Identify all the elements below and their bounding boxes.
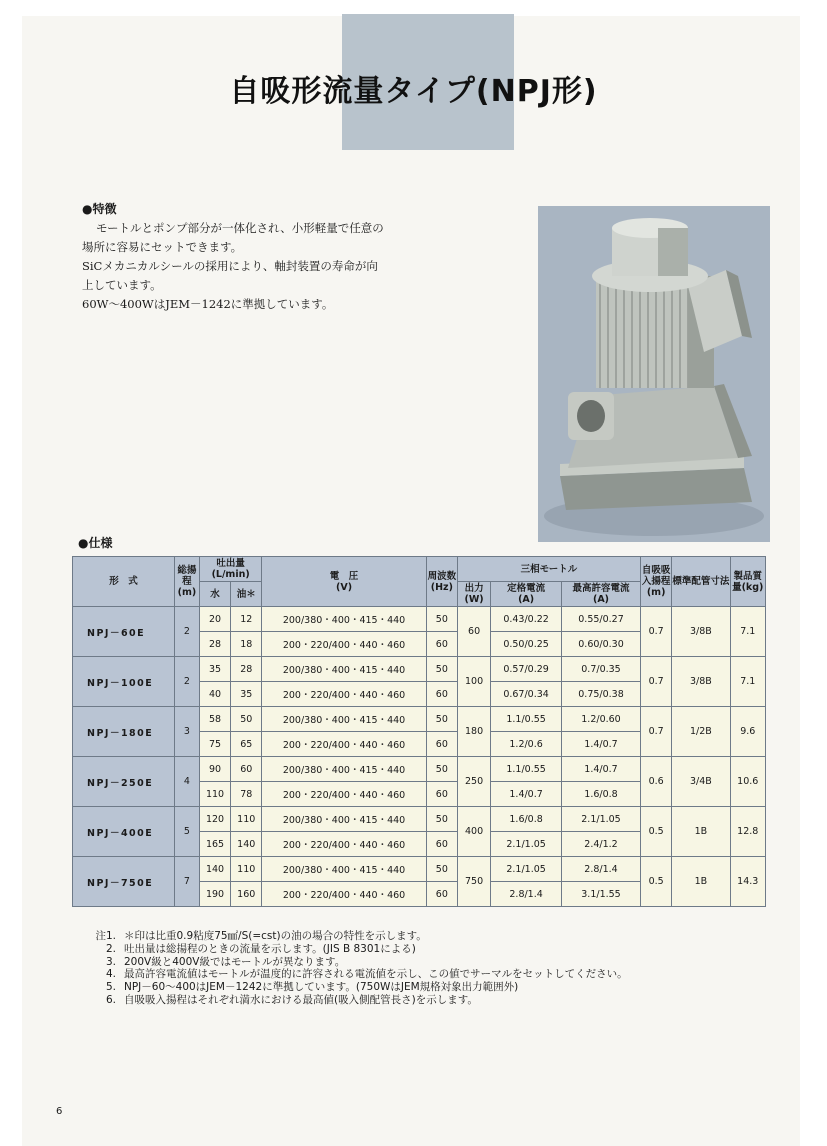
cell-self-priming: 0.7 — [641, 607, 672, 657]
cell-head: 4 — [174, 757, 199, 807]
cell-rated-current: 2.8/1.4 — [491, 882, 562, 907]
cell-frequency: 60 — [426, 632, 457, 657]
cell-voltage: 200・220/400・440・460 — [262, 732, 426, 757]
cell-max-current: 1.6/0.8 — [561, 782, 640, 807]
cell-head: 7 — [174, 857, 199, 907]
cell-water: 90 — [199, 757, 230, 782]
pump-photo — [538, 206, 770, 542]
features-heading: ●特徴 — [82, 202, 117, 216]
cell-frequency: 50 — [426, 857, 457, 882]
feature-line: 上しています。 — [82, 278, 162, 292]
cell-oil: 28 — [231, 657, 262, 682]
header-motor: 三相モートル — [457, 557, 640, 582]
cell-oil: 78 — [231, 782, 262, 807]
cell-voltage: 200・220/400・440・460 — [262, 682, 426, 707]
cell-rated-current: 1.1/0.55 — [491, 707, 562, 732]
cell-frequency: 50 — [426, 657, 457, 682]
header-max-current — [561, 582, 640, 607]
cell-oil: 35 — [231, 682, 262, 707]
cell-max-current: 2.1/1.05 — [561, 807, 640, 832]
cell-output: 100 — [457, 657, 490, 707]
cell-output: 250 — [457, 757, 490, 807]
cell-rated-current: 1.1/0.55 — [491, 757, 562, 782]
note-text: 吐出量は総揚程のときの流量を示します。(JIS B 8301による) — [124, 942, 416, 955]
header-mass: 製品質量(kg) — [730, 557, 765, 607]
cell-voltage: 200・220/400・440・460 — [262, 782, 426, 807]
cell-self-priming: 0.5 — [641, 807, 672, 857]
table-row — [73, 657, 766, 682]
header-pipe-size: 標準配管寸法 — [672, 557, 730, 607]
pump-illustration — [538, 206, 770, 542]
cell-oil: 18 — [231, 632, 262, 657]
header-voltage-label: 電 圧 — [329, 570, 359, 582]
cell-rated-current: 2.1/1.05 — [491, 832, 562, 857]
page-title: 自吸形流量タイプ(NPJ形) — [229, 74, 598, 109]
cell-rated-current: 1.2/0.6 — [491, 732, 562, 757]
note-text: NPJ－60～400はJEM－1242に準拠しています。(750WはJEM規格対象出力範囲外) — [124, 981, 519, 994]
cell-water: 165 — [199, 832, 230, 857]
cell-rated-current: 1.4/0.7 — [491, 782, 562, 807]
spec-heading: ●仕様 — [78, 536, 113, 550]
cell-water: 58 — [199, 707, 230, 732]
cell-max-current: 1.4/0.7 — [561, 732, 640, 757]
cell-rated-current: 0.43/0.22 — [491, 607, 562, 632]
table-row — [73, 757, 766, 782]
header-rated-current-unit: (A) — [518, 594, 535, 605]
cell-self-priming: 0.5 — [641, 857, 672, 907]
cell-voltage: 200/380・400・415・440 — [262, 857, 426, 882]
cell-frequency: 50 — [426, 757, 457, 782]
cell-voltage: 200/380・400・415・440 — [262, 657, 426, 682]
notes-section — [74, 930, 794, 1007]
cell-output: 60 — [457, 607, 490, 657]
cell-water: 28 — [199, 632, 230, 657]
cell-frequency: 50 — [426, 807, 457, 832]
cell-mass: 7.1 — [730, 657, 765, 707]
header-voltage-unit: (V) — [336, 581, 353, 593]
header-voltage — [262, 557, 426, 607]
cell-rated-current: 0.67/0.34 — [491, 682, 562, 707]
cell-output: 400 — [457, 807, 490, 857]
cell-water: 190 — [199, 882, 230, 907]
table-row — [73, 857, 766, 882]
cell-mass: 7.1 — [730, 607, 765, 657]
cell-model: NPJ－750E — [73, 857, 175, 907]
header-self-priming: 自吸吸入揚程(m) — [641, 557, 672, 607]
cell-head: 2 — [174, 657, 199, 707]
cell-model: NPJ－180E — [73, 707, 175, 757]
header-model: 形 式 — [73, 557, 175, 607]
cell-rated-current: 2.1/1.05 — [491, 857, 562, 882]
header-oil: 油＊ — [231, 582, 262, 607]
cell-max-current: 1.2/0.60 — [561, 707, 640, 732]
feature-line: モートルとポンプ部分が一体化され、小形軽量で任意の — [96, 221, 384, 235]
cell-output: 180 — [457, 707, 490, 757]
cell-oil: 160 — [231, 882, 262, 907]
cell-max-current: 0.75/0.38 — [561, 682, 640, 707]
cell-max-current: 3.1/1.55 — [561, 882, 640, 907]
cell-voltage: 200・220/400・440・460 — [262, 832, 426, 857]
header-frequency: 周波数(Hz) — [426, 557, 457, 607]
cell-rated-current: 1.6/0.8 — [491, 807, 562, 832]
note-item — [74, 994, 794, 1007]
cell-water: 120 — [199, 807, 230, 832]
table-row — [73, 807, 766, 832]
spec-table — [72, 556, 766, 907]
cell-model: NPJ－60E — [73, 607, 175, 657]
cell-pipe-size: 3/8B — [672, 657, 730, 707]
header-max-current-unit: (A) — [592, 594, 610, 605]
cell-water: 75 — [199, 732, 230, 757]
note-number: 6. — [105, 993, 116, 1006]
cell-model: NPJ－100E — [73, 657, 175, 707]
cell-oil: 110 — [231, 807, 262, 832]
cell-frequency: 50 — [426, 707, 457, 732]
cell-pipe-size: 1B — [672, 857, 730, 907]
note-text: 自吸吸入揚程はそれぞれ満水における最高値(吸入側配管長さ)を示します。 — [124, 993, 478, 1006]
cell-pipe-size: 3/4B — [672, 757, 730, 807]
cell-rated-current: 0.57/0.29 — [491, 657, 562, 682]
cell-oil: 140 — [231, 832, 262, 857]
cell-frequency: 60 — [426, 782, 457, 807]
note-text: 最高許容電流値はモートルが温度的に許容される電流値を示し、この値でサーマルをセットしてください。 — [124, 968, 628, 981]
header-max-current-label: 最高許容電流 — [572, 583, 630, 594]
cell-mass: 9.6 — [730, 707, 765, 757]
cell-voltage: 200・220/400・440・460 — [262, 882, 426, 907]
note-number: 注1. — [95, 930, 116, 942]
cell-rated-current: 0.50/0.25 — [491, 632, 562, 657]
cell-oil: 50 — [231, 707, 262, 732]
cell-head: 5 — [174, 807, 199, 857]
cell-water: 20 — [199, 607, 230, 632]
cell-oil: 12 — [231, 607, 262, 632]
cell-head: 2 — [174, 607, 199, 657]
cell-water: 140 — [199, 857, 230, 882]
note-number: 3. — [105, 955, 116, 968]
cell-self-priming: 0.7 — [641, 707, 672, 757]
cell-pipe-size: 3/8B — [672, 607, 730, 657]
cell-pipe-size: 1B — [672, 807, 730, 857]
cell-output: 750 — [457, 857, 490, 907]
feature-line: SiCメカニカルシールの採用により、軸封装置の寿命が向 — [82, 259, 378, 273]
header-water: 水 — [199, 582, 230, 607]
note-item — [74, 930, 794, 943]
cell-model: NPJ－250E — [73, 757, 175, 807]
cell-voltage: 200/380・400・415・440 — [262, 807, 426, 832]
note-item — [74, 956, 794, 969]
header-discharge: 吐出量(L/min) — [199, 557, 261, 582]
cell-water: 110 — [199, 782, 230, 807]
cell-max-current: 2.4/1.2 — [561, 832, 640, 857]
note-text: ＊印は比重0.9粘度75㎟/S(=cst)の油の場合の特性を示します。 — [124, 930, 427, 942]
cell-voltage: 200/380・400・415・440 — [262, 757, 426, 782]
note-item — [74, 943, 794, 956]
feature-line: 場所に容易にセットできます。 — [82, 240, 243, 254]
cell-frequency: 60 — [426, 832, 457, 857]
cell-oil: 60 — [231, 757, 262, 782]
note-number: 2. — [105, 942, 116, 955]
cell-max-current: 0.7/0.35 — [561, 657, 640, 682]
cell-frequency: 60 — [426, 682, 457, 707]
table-row — [73, 707, 766, 732]
cell-voltage: 200/380・400・415・440 — [262, 607, 426, 632]
table-row — [73, 607, 766, 632]
note-item — [74, 968, 794, 981]
note-item — [74, 981, 794, 994]
cell-pipe-size: 1/2B — [672, 707, 730, 757]
cell-max-current: 1.4/0.7 — [561, 757, 640, 782]
cell-self-priming: 0.7 — [641, 657, 672, 707]
note-text: 200V級と400V級ではモートルが異なります。 — [124, 955, 346, 968]
cell-water: 35 — [199, 657, 230, 682]
features-section — [82, 200, 462, 314]
cell-max-current: 0.55/0.27 — [561, 607, 640, 632]
cell-model: NPJ－400E — [73, 807, 175, 857]
cell-voltage: 200/380・400・415・440 — [262, 707, 426, 732]
cell-voltage: 200・220/400・440・460 — [262, 632, 426, 657]
note-number: 4. — [105, 968, 116, 981]
page-number: 6 — [56, 1106, 63, 1117]
cell-oil: 65 — [231, 732, 262, 757]
header-rated-current-label: 定格電流 — [507, 583, 546, 594]
header-head: 総揚程(m) — [174, 557, 199, 607]
cell-frequency: 50 — [426, 607, 457, 632]
cell-max-current: 2.8/1.4 — [561, 857, 640, 882]
cell-max-current: 0.60/0.30 — [561, 632, 640, 657]
note-number: 5. — [105, 981, 116, 994]
cell-oil: 110 — [231, 857, 262, 882]
cell-frequency: 60 — [426, 732, 457, 757]
cell-mass: 14.3 — [730, 857, 765, 907]
cell-frequency: 60 — [426, 882, 457, 907]
cell-water: 40 — [199, 682, 230, 707]
header-output: 出力(W) — [457, 582, 490, 607]
spec-table-body — [73, 607, 766, 907]
cell-self-priming: 0.6 — [641, 757, 672, 807]
cell-head: 3 — [174, 707, 199, 757]
cell-mass: 12.8 — [730, 807, 765, 857]
cell-mass: 10.6 — [730, 757, 765, 807]
header-rated-current — [491, 582, 562, 607]
feature-line: 60W～400WはJEM－1242に準拠しています。 — [82, 297, 334, 311]
